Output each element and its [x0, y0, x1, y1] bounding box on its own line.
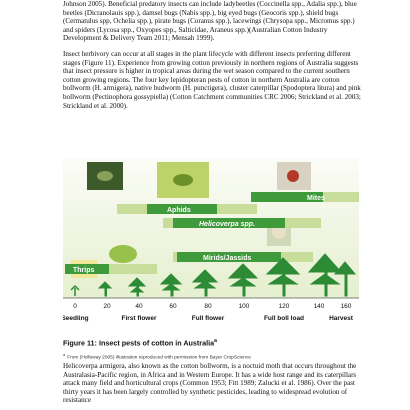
tick-100: 100	[238, 303, 250, 310]
figure-caption	[63, 338, 363, 347]
tick-60: 60	[169, 303, 177, 310]
tick-120: 120	[278, 303, 290, 310]
stage-first-flower: First flower	[121, 315, 157, 322]
stage-full-boll-load: Full boll load	[263, 315, 305, 322]
tick-0: 0	[73, 303, 77, 310]
tick-140: 140	[313, 303, 325, 310]
pest-stage-figure	[63, 158, 359, 332]
stage-seedling: Seedling	[63, 315, 89, 322]
label-thrips: Thrips	[73, 267, 95, 274]
label-aphids: Aphids	[167, 207, 191, 214]
paragraph-armigera: Helicoverpa armigera, also known as the cotton bollworm, is a noctuid moth that occurs throughout the Australasia-Pacific region, in Africa and in Western Europe. It has a wide host range and its caterpillars attack many field and horticultural crops (Common 1953; Fitt 1989; Zalucki et al. 1986). Over the past thirty years it has been largely controlled by synthetic pesticides, leading to widespread evolution of resistance	[63, 362, 357, 405]
label-mirids: Mirids/Jassids	[203, 255, 252, 262]
tick-80: 80	[204, 303, 212, 310]
x-axis-ticks	[73, 303, 352, 310]
label-mites: Mites	[307, 195, 325, 202]
growth-stage-labels	[63, 315, 354, 322]
stage-harvest: Harvest	[329, 315, 353, 322]
figure-note-sup: a	[63, 352, 66, 357]
label-helicoverpa: Helicoverpa spp.	[199, 221, 256, 228]
leaf-photo	[109, 245, 137, 263]
tick-160: 160	[340, 303, 352, 310]
figure-caption-sup: a	[214, 338, 217, 344]
paragraph-predators: Johnson 2005). Beneficial predatory insects can include ladybeetles (Coccinella spp., Adalia spp.), blue beetles (Dicranolauis spp.), damsel bugs (Nabis spp.), big eyed bugs (Geocoris spp.), shield bugs (Cermatulus spp, Ochelia spp.), pirate bugs (Coranus spp.), lacewings (Chrysopa spp., Micromus spp.) and spiders (Lycosa spp., Oxyopes spp., Salticidae, Araneus spp.)(Australian Cotton Industry Development & Delivery Team 2011; Mensah 1999).	[63, 0, 357, 43]
figure-note-text: From (Holloway 2005) illustration reproduced with permission from Bayer CropScience	[67, 355, 251, 361]
figure-caption-text: Figure 11: Insect pests of cotton in Australia	[63, 338, 215, 348]
paragraph-herbivory: Insect herbivory can occur at all stages in the plant lifecycle with different insects preferring different stages (Figure 11). Experience from growing cotton previously in northern regions of Australia suggests that insect pressure is higher in tropical areas during the wet season compared to the current southern cotton growing regions. The four key lepidopteran pests of cotton in northern Australia are cotton bollworm (H. armigera), native budworm (H. punctigera), cluster caterpillar (Spodoptera litura) and pink bollworm (Pectinophora gossypiella) (Cotton Catchment communities CRC 2006; Strickland et al. 2003; Strickland et al. 2000).	[63, 49, 361, 110]
figure-note	[63, 352, 363, 361]
pest-stage-diagram	[63, 158, 359, 332]
stage-full-flower: Full flower	[191, 315, 225, 322]
page-text	[63, 0, 363, 110]
tick-20: 20	[103, 303, 111, 310]
tick-40: 40	[135, 303, 143, 310]
